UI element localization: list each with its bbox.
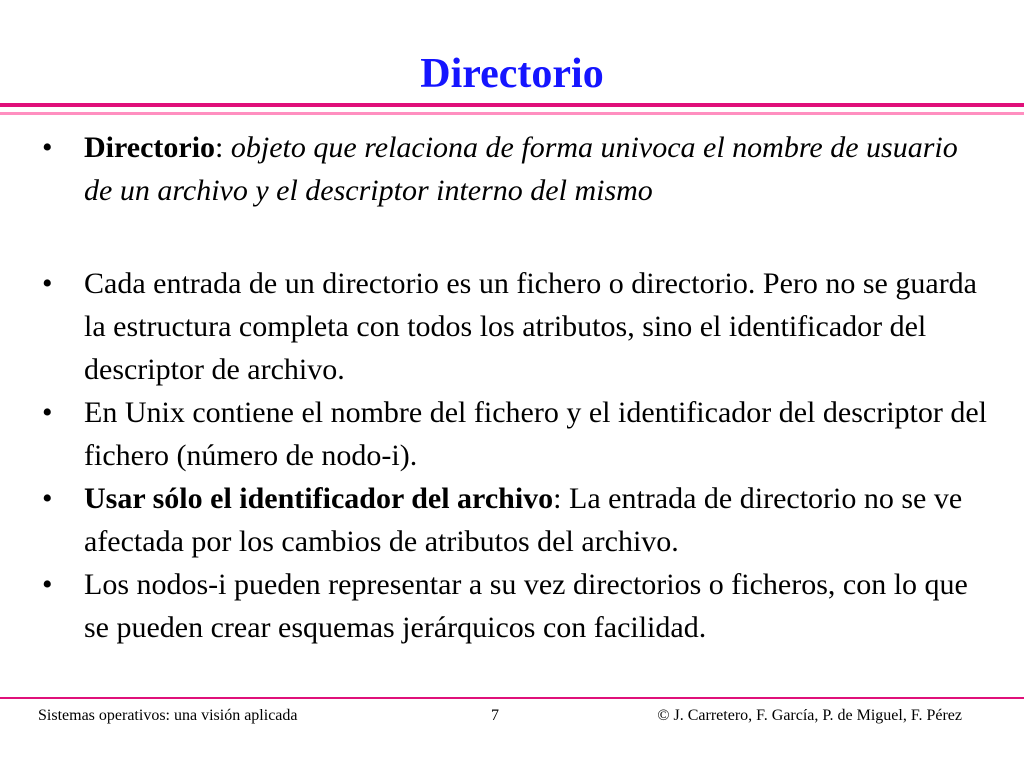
footer-copyright: © J. Carretero, F. García, P. de Miguel, F. Pérez xyxy=(657,707,962,724)
bullet-icon: • xyxy=(42,267,53,300)
slide-title: Directorio xyxy=(420,51,604,97)
footer-divider xyxy=(0,697,1024,699)
bullet-list xyxy=(42,126,992,649)
bullet-text: objeto que relaciona de forma univoca el nombre de usuario de un archivo y el descriptor interno del mismo xyxy=(84,131,958,207)
bullet-item xyxy=(42,262,992,391)
bullet-text: Los nodos-i pueden representar a su vez directorios o ficheros, con lo que se pueden crear esquemas jerárquicos con facilidad. xyxy=(84,568,968,644)
title-divider-thin xyxy=(0,112,1024,115)
bullet-text: Cada entrada de un directorio es un fichero o directorio. Pero no se guarda la estructura completa con todos los atributos, sino el identificador del descriptor de archivo. xyxy=(84,267,977,386)
bullet-term: Directorio xyxy=(84,131,216,164)
bullet-icon: • xyxy=(42,568,53,601)
footer-book-title: Sistemas operativos: una visión aplicada xyxy=(38,707,298,724)
bullet-item xyxy=(42,477,992,563)
bullet-separator: : xyxy=(553,482,570,515)
title-divider-thick xyxy=(0,103,1024,107)
bullet-term: Usar sólo el identificador del archivo xyxy=(84,482,554,515)
bullet-item xyxy=(42,391,992,477)
page-number: 7 xyxy=(491,707,499,724)
bullet-separator: : xyxy=(215,131,231,164)
bullet-icon: • xyxy=(42,482,53,515)
bullet-icon: • xyxy=(42,396,53,429)
bullet-item xyxy=(42,563,992,649)
bullet-icon: • xyxy=(42,131,53,164)
bullet-text: En Unix contiene el nombre del fichero y el identificador del descriptor del fichero (número de nodo-i). xyxy=(84,396,988,472)
bullet-item xyxy=(42,126,992,212)
bullet-text: La entrada de directorio no se ve afectada por los cambios de atributos del archivo. xyxy=(84,482,963,558)
